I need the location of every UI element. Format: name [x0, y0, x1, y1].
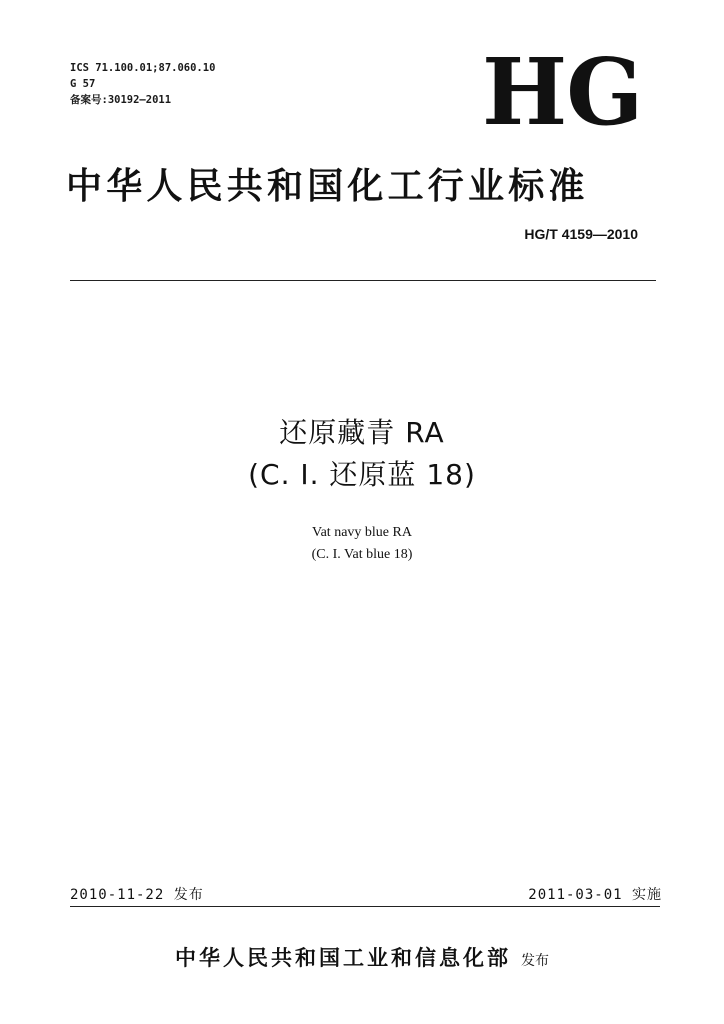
chinese-ci-name-line: (C. I. 还原蓝 18) — [248, 458, 476, 491]
standard-number: HG/T 4159—2010 — [524, 226, 638, 242]
filing-number: 备案号:30192—2011 — [70, 94, 172, 106]
publisher-name: 中华人民共和国工业和信息化部 — [175, 945, 511, 970]
hg-logo-mark: HG — [482, 38, 643, 146]
standard-title: 中华人民共和国化工行业标准 — [66, 165, 589, 207]
classification-block — [70, 60, 215, 108]
implementation-date: 2011-03-01 实施 — [528, 887, 662, 903]
english-ci-name-line: (C. I. Vat blue 18) — [311, 547, 413, 562]
publisher-suffix: 发布 — [521, 953, 549, 969]
bottom-divider — [70, 906, 660, 907]
top-divider — [70, 280, 656, 281]
english-product-name — [0, 522, 724, 566]
ccs-code: G 57 — [70, 78, 96, 90]
english-name-line: Vat navy blue RA — [312, 525, 412, 540]
issue-date: 2010-11-22 发布 — [70, 887, 204, 903]
publisher-line — [0, 942, 724, 972]
chinese-name-line: 还原藏青 RA — [279, 416, 445, 449]
ics-code: ICS 71.100.01;87.060.10 — [70, 62, 216, 74]
chinese-product-name — [0, 416, 724, 492]
